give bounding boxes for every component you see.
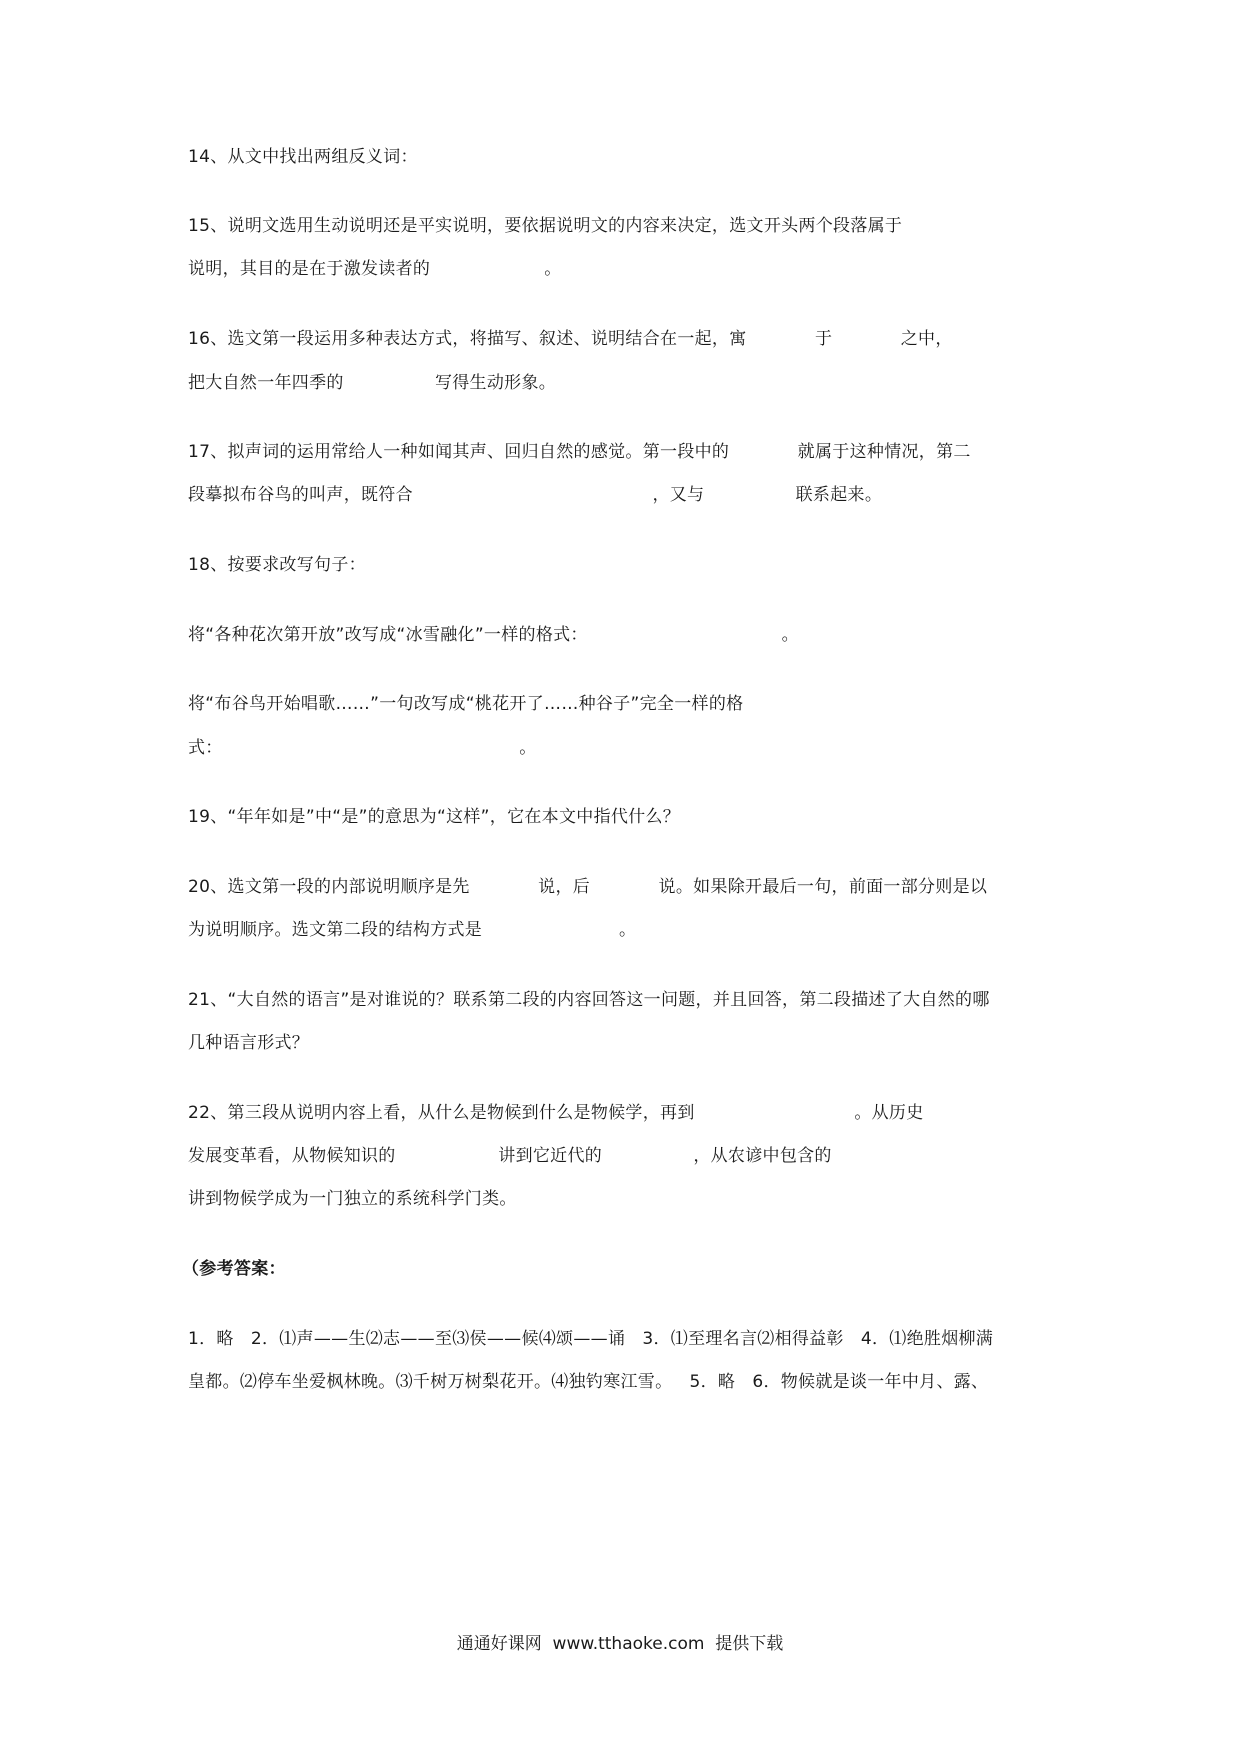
- question-18-item-2-line-2: 式： 。: [188, 738, 537, 758]
- question-18-item-1: 将“各种花次第开放”改写成“冰雪融化”一样的格式： 。: [188, 625, 799, 645]
- question-18: 18、按要求改写句子：: [188, 555, 366, 575]
- question-14: 14、从文中找出两组反义词：: [188, 147, 418, 167]
- question-22-line-3: 讲到物候学成为一门独立的系统科学门类。: [188, 1189, 517, 1209]
- page-footer: 通通好课网 www.tthaoke.com 提供下载: [456, 1634, 784, 1654]
- question-17-line-2: 段摹拟布谷鸟的叫声，既符合 ，又与 联系起来。: [188, 485, 883, 505]
- question-22-line-2: 发展变革看，从物候知识的 讲到它近代的 ，从农谚中包含的: [188, 1146, 832, 1166]
- answer-key-line-2: 皇都。⑵停车坐爱枫林晚。⑶千树万树梨花开。⑷独钓寒江雪。 5．略 6．物候就是谈一年中月、露、: [188, 1372, 989, 1392]
- question-20-line-2: 为说明顺序。选文第二段的结构方式是 。: [188, 920, 637, 940]
- question-17-line-1: 17、拟声词的运用常给人一种如闻其声、回归自然的感觉。第一段中的 就属于这种情况，第二: [188, 442, 971, 462]
- question-22-line-1: 22、第三段从说明内容上看，从什么是物候到什么是物候学，再到 。从历史: [188, 1103, 924, 1123]
- question-16-line-1: 16、选文第一段运用多种表达方式，将描写、叙述、说明结合在一起，寓 于 之中，: [188, 329, 953, 349]
- answer-key-line-1: 1．略 2．⑴声——生⑵志——至⑶侯——候⑷颂——诵 3．⑴至理名言⑵相得益彰 4．⑴绝胜烟柳满: [188, 1329, 994, 1349]
- question-18-item-2-line-1: 将“布谷鸟开始唱歌……”一句改写成“桃花开了……种谷子”完全一样的格: [188, 694, 744, 714]
- question-20-line-1: 20、选文第一段的内部说明顺序是先 说，后 说。如果除开最后一句，前面一部分则是以: [188, 877, 988, 897]
- question-21-line-2: 几种语言形式？: [188, 1033, 310, 1053]
- question-16-line-2: 把大自然一年四季的 写得生动形象。: [188, 373, 557, 393]
- question-15-line-1: 15、说明文选用生动说明还是平实说明，要依据说明文的内容来决定，选文开头两个段落属于: [188, 216, 903, 236]
- question-21-line-1: 21、“大自然的语言”是对谁说的？联系第二段的内容回答这一问题，并且回答，第二段描述了大自然的哪: [188, 990, 990, 1010]
- answer-key-heading: （参考答案：: [182, 1259, 286, 1279]
- question-15-line-2: 说明，其目的是在于激发读者的 。: [188, 259, 562, 279]
- question-19: 19、“年年如是”中“是”的意思为“这样”，它在本文中指代什么？: [188, 807, 681, 827]
